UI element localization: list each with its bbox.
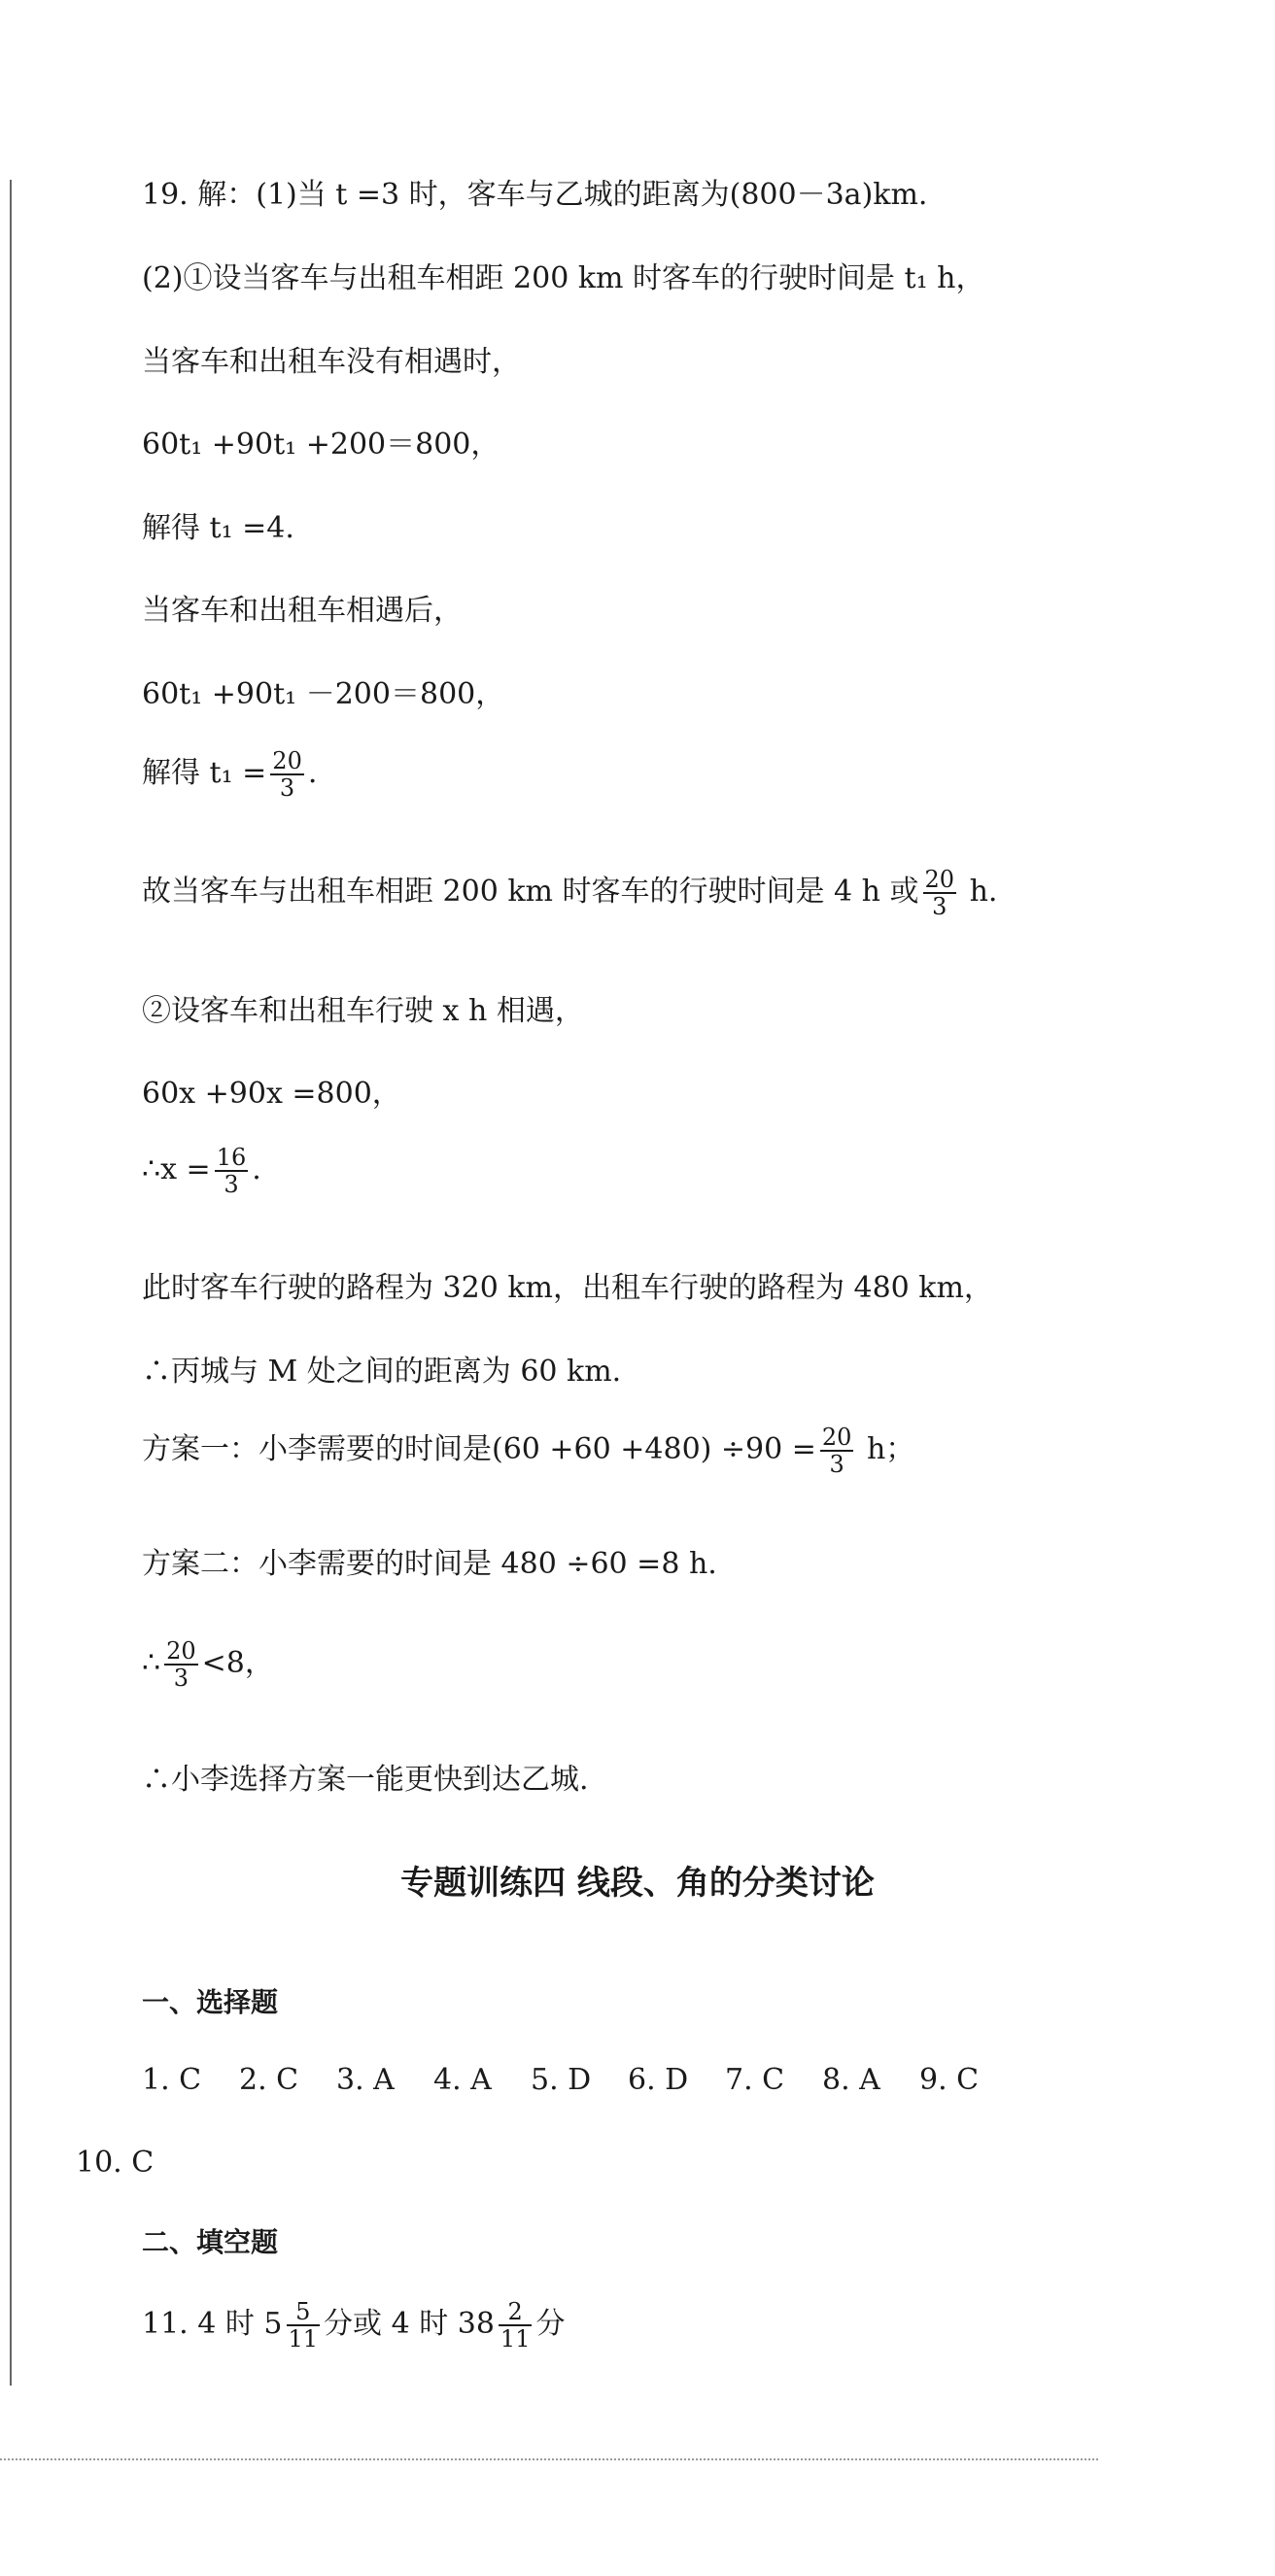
fraction-numerator: 2 [499, 2299, 533, 2326]
bottom-dotted-rule [0, 2458, 1098, 2460]
fraction-numerator: 16 [216, 1144, 247, 1171]
answer-4: 4. A [433, 2063, 492, 2097]
fraction-denominator: 3 [829, 1451, 844, 1478]
fraction-20-3 [820, 1425, 854, 1477]
solution-line-16: 方案二：小李需要的时间是 480 ÷60 =8 h. [142, 1547, 717, 1581]
fraction-denominator: 11 [288, 2325, 319, 2353]
fraction-denominator: 3 [279, 774, 295, 802]
line-15-end: h； [857, 1432, 915, 1466]
solution-line-10: ②设客车和出租车行驶 x h 相遇， [142, 994, 584, 1028]
fraction-20-3 [923, 867, 957, 919]
answer-9: 9. C [919, 2063, 980, 2097]
line-9-end: h. [960, 875, 998, 909]
fraction-denominator: 11 [500, 2325, 531, 2353]
answer-5: 5. D [531, 2063, 592, 2097]
solution-line-17 [142, 1638, 274, 1691]
line-8-text: 解得 t₁ = [142, 756, 267, 790]
q11-middle: 分或 4 时 38 [324, 2307, 495, 2341]
answer-10: 10. C [76, 2146, 155, 2180]
answer-2: 2. C [239, 2063, 299, 2097]
line-17-end: <8， [201, 1646, 274, 1680]
fraction-numerator: 20 [924, 866, 955, 893]
solution-line-11: 60x +90x =800， [142, 1077, 401, 1111]
choice-answers-row [142, 2060, 1017, 2101]
solution-line-9 [142, 867, 997, 919]
fraction-denominator: 3 [173, 1665, 189, 1692]
solution-line-6: 当客车和出租车相遇后， [142, 594, 463, 628]
solution-line-3: 当客车和出租车没有相遇时， [142, 345, 521, 379]
answer-6: 6. D [628, 2063, 689, 2097]
line-15-text: 方案一：小李需要的时间是(60 +60 +480) ÷90 = [142, 1432, 816, 1466]
fraction-numerator: 20 [272, 747, 302, 774]
solution-line-14: ∴丙城与 M 处之间的距离为 60 km. [142, 1355, 622, 1389]
line-17-text: ∴ [142, 1646, 161, 1680]
fraction-5-11 [287, 2299, 321, 2352]
left-margin-rule [10, 180, 12, 2386]
section-title-fill: 二、填空题 [142, 2226, 279, 2258]
solution-line-8 [142, 748, 317, 801]
q11-end: 分 [535, 2307, 566, 2341]
answer-1: 1. C [142, 2063, 202, 2097]
line-8-end: . [307, 756, 318, 790]
solution-line-5: 解得 t₁ =4. [142, 511, 294, 545]
answer-8: 8. A [822, 2063, 880, 2097]
fraction-16-3 [215, 1145, 249, 1197]
fraction-20-3 [270, 748, 304, 801]
fraction-denominator: 3 [224, 1171, 239, 1198]
solution-line-1: 19. 解：(1)当 t =3 时，客车与乙城的距离为(800－3a)km. [142, 178, 928, 212]
solution-line-4: 60t₁ +90t₁ +200＝800， [142, 428, 500, 462]
fraction-numerator: 5 [287, 2299, 321, 2326]
section-heading: 专题训练四 线段、角的分类讨论 [400, 1864, 875, 1903]
fraction-denominator: 3 [932, 893, 948, 920]
solution-line-18: ∴小李选择方案一能更快到达乙城. [142, 1763, 589, 1797]
line-12-end: . [252, 1152, 261, 1186]
solution-line-15 [142, 1425, 914, 1477]
section-title-choice: 一、选择题 [142, 1986, 279, 2018]
line-9-text: 故当客车与出租车相距 200 km 时客车的行驶时间是 4 h 或 [142, 875, 919, 909]
fraction-numerator: 20 [821, 1424, 852, 1451]
line-12-text: ∴x = [142, 1152, 211, 1186]
fraction-20-3 [164, 1638, 198, 1691]
fraction-numerator: 20 [166, 1637, 196, 1665]
solution-line-7: 60t₁ +90t₁ －200＝800， [142, 677, 505, 711]
fraction-2-11 [499, 2299, 533, 2352]
solution-line-2: (2)①设当客车与出租车相距 200 km 时客车的行驶时间是 t₁ h， [142, 261, 985, 295]
fill-answer-11 [142, 2299, 565, 2352]
solution-line-12 [142, 1145, 261, 1197]
answer-7: 7. C [725, 2063, 785, 2097]
solution-line-13: 此时客车行驶的路程为 320 km，出租车行驶的路程为 480 km， [142, 1271, 993, 1305]
answer-3: 3. A [336, 2063, 395, 2097]
q11-text: 11. 4 时 5 [142, 2307, 283, 2341]
